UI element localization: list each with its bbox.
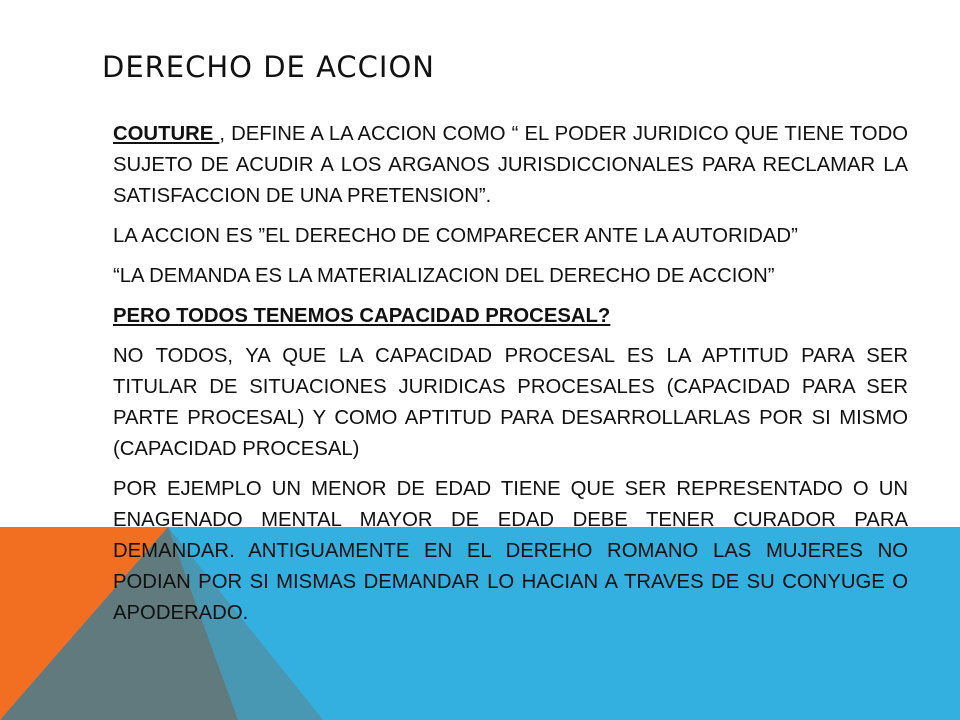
- slide-content: [113, 119, 908, 638]
- paragraph-accion: LA ACCION ES ”EL DERECHO DE COMPARECER ANTE LA AUTORIDAD”: [113, 225, 798, 247]
- paragraph-couture: [113, 119, 908, 212]
- couture-term: COUTURE: [113, 123, 220, 145]
- slide-title: DERECHO DE ACCION: [102, 50, 435, 84]
- paragraph-question: PERO TODOS TENEMOS CAPACIDAD PROCESAL?: [113, 305, 611, 327]
- paragraph-ejemplo: POR EJEMPLO UN MENOR DE EDAD TIENE QUE SER REPRESENTADO O UN ENAGENADO MENTAL MAYOR DE EDAD DEBE TENER CURADOR PARA DEMANDAR. ANTIGUAMENTE EN EL DEREHO ROMANO LAS MUJERES NO PODIAN POR SI MISMAS DEMANDAR LO HACIAN A TRAVES DE SU CONYUGE O APODERADO.: [113, 478, 908, 624]
- paragraph-capacidad: NO TODOS, YA QUE LA CAPACIDAD PROCESAL ES LA APTITUD PARA SER TITULAR DE SITUACIONES JURIDICAS PROCESALES (CAPACIDAD PARA SER PARTE PROCESAL) Y COMO APTITUD PARA DESARROLLARLAS POR SI MISMO (CAPACIDAD PROCESAL): [113, 345, 908, 460]
- paragraph-demanda: “LA DEMANDA ES LA MATERIALIZACION DEL DERECHO DE ACCION”: [113, 265, 775, 287]
- couture-definition: , DEFINE A LA ACCION COMO “ EL PODER JURIDICO QUE TIENE TODO SUJETO DE ACUDIR A LOS ARGANOS JURISDICCIONALES PARA RECLAMAR LA SATISFACCION DE UNA PRETENSION”.: [113, 123, 908, 207]
